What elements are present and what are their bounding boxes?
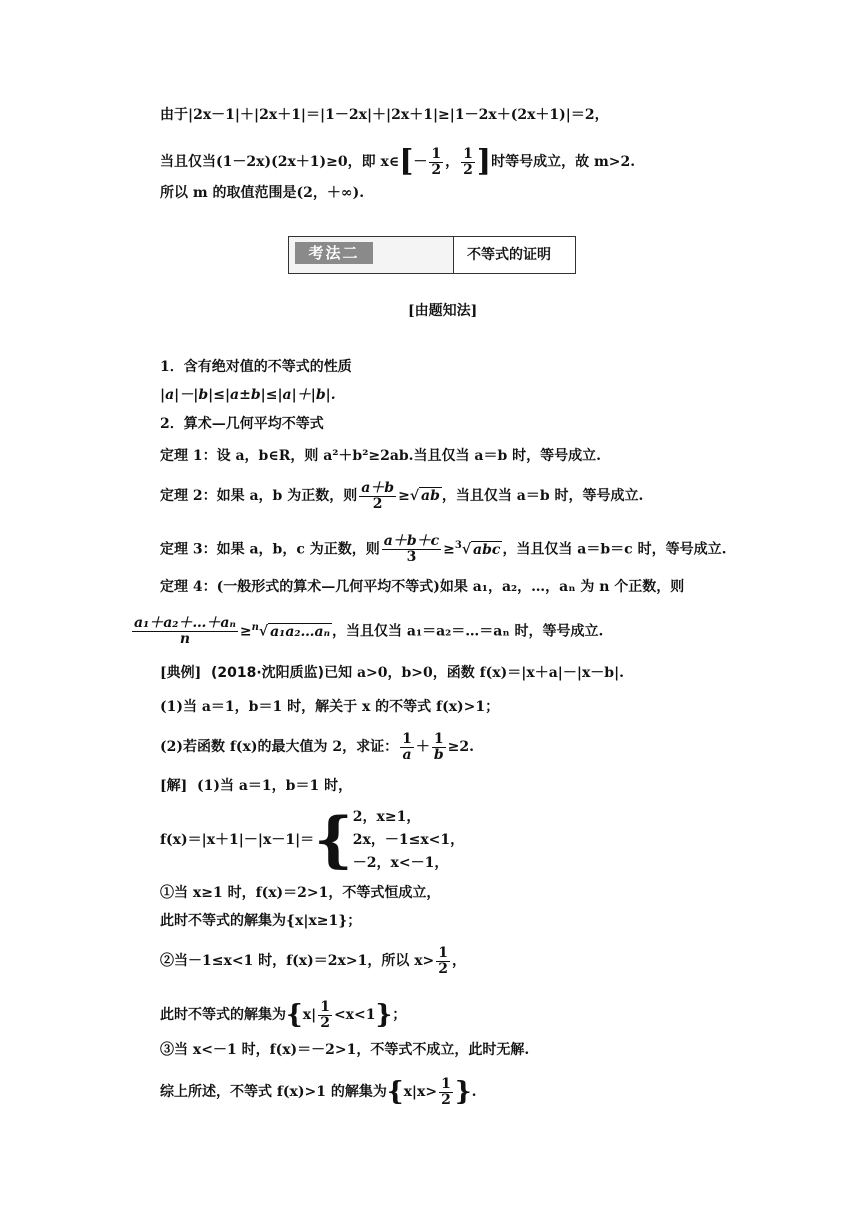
theorem-2: 定理 2：如果 a，b 为正数，则 $\frac{a+b}{2}$ ≥√ ab ，当且仅当 a＝b 时，等号成立. — [160, 479, 644, 512]
case-2-a: ②当－1≤x<1 时，f(x)＝2x>1，所以 x> $\frac{1}{2}$ ， — [160, 944, 467, 977]
piecewise-function: f(x)＝|x＋1|－|x－1|＝{ 2，x≥1， 2x，－1≤x<1， －2，x<－1， — [160, 805, 465, 875]
theorem-3: 定理 3：如果 a，b，c 为正数，则 $\frac{a+b+c}{3}$ ≥$^3$√ abc ，当且仅当 a＝b＝c 时，等号成立. — [160, 533, 727, 566]
example-q1: (1)当 a＝1，b＝1 时，解关于 x 的不等式 f(x)>1； — [160, 699, 500, 715]
theorem-4-line-1: 定理 4：(一般形式的算术—几何平均不等式)如果 a₁，a₂，…，aₙ 为 n 个正数，则 — [160, 579, 685, 595]
case-1-b: 此时不等式的解集为{x|x≥1}； — [160, 913, 362, 929]
summary: 综上所述，不等式 f(x)>1 的解集为{x|x> $\frac{1}{2}$ }. — [160, 1075, 477, 1108]
example-q2: (2)若函数 f(x)的最大值为 2，求证： $\frac{1}{a}$ ＋ $\frac{1}{b}$ ≥2. — [160, 730, 475, 763]
section-tag — [288, 236, 576, 274]
intro-line-2: 当且仅当(1－2x)(2x＋1)≥0，即 x∈[－ $\frac{1}{2}$ ， $\frac{1}{2}$ ]时等号成立，故 m>2. — [160, 144, 636, 179]
case-2-b: 此时不等式的解集为{x| $\frac{1}{2}$ <x<1}； — [160, 998, 407, 1031]
case-1-a: ①当 x≥1 时，f(x)＝2>1，不等式恒成立， — [160, 885, 441, 901]
tag-title: 不等式的证明 — [467, 247, 551, 263]
tag-badge: 考法二 — [295, 242, 373, 264]
theorem-1: 定理 1：设 a，b∈R，则 a²＋b²≥2ab.当且仅当 a＝b 时，等号成立. — [160, 448, 602, 464]
p2-title: 2．算术—几何平均不等式 — [160, 416, 324, 432]
example-stem: [典例] (2018·沈阳质监)已知 a>0，b>0，函数 f(x)＝|x＋a|－|x－b|. — [160, 665, 625, 681]
intro-line-3: 所以 m 的取值范围是(2，＋∞). — [160, 185, 365, 201]
section-title: [由题知法] — [408, 303, 478, 319]
tag-badge-panel — [289, 237, 454, 273]
intro-line-1: 由于|2x－1|＋|2x＋1|＝|1－2x|＋|2x＋1|≥|1－2x＋(2x＋1)|＝2， — [160, 107, 609, 123]
theorem-4-line-2: $\frac{\text{a₁＋a₂＋…＋aₙ}}{n}$ ≥$^n$√ a₁a₂…aₙ ，当且仅当 a₁＝a₂＝…＝aₙ 时，等号成立. — [134, 615, 604, 648]
solution-start: [解] (1)当 a＝1，b＝1 时， — [160, 778, 353, 794]
case-3: ③当 x<－1 时，f(x)＝－2>1，不等式不成立，此时无解. — [160, 1042, 530, 1058]
p1-title: 1．含有绝对值的不等式的性质 — [160, 359, 352, 375]
p1-body: |a|－|b|≤|a±b|≤|a|＋|b|. — [160, 387, 336, 403]
